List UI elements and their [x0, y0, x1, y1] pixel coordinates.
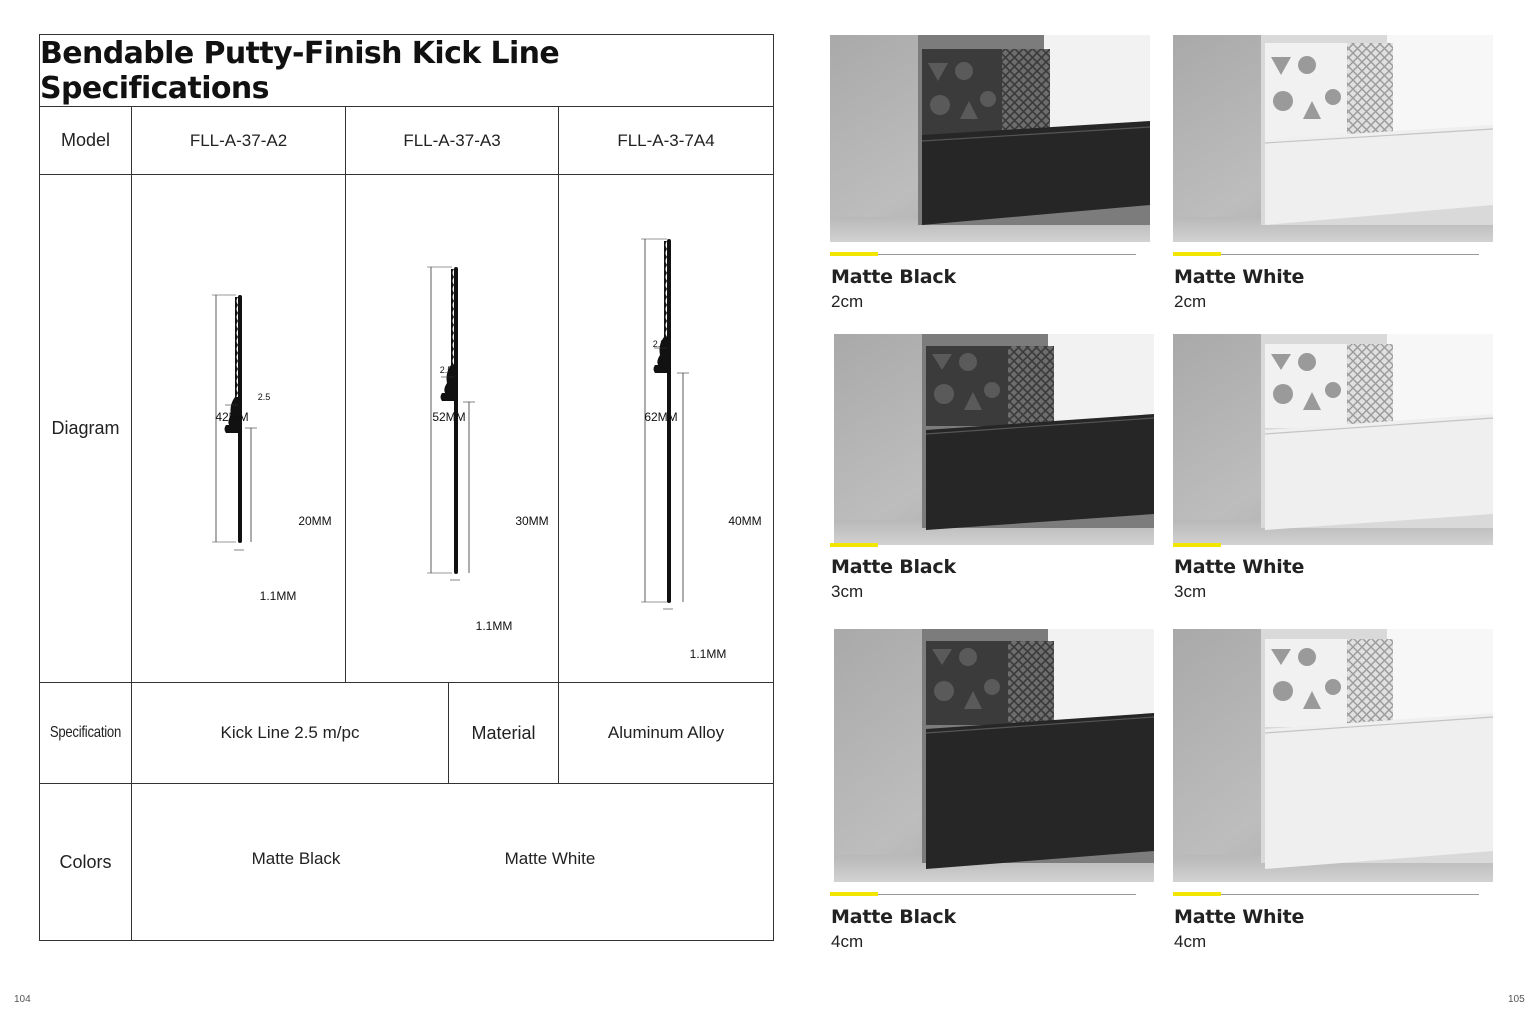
- product-photo-white-4cm: [1173, 629, 1493, 882]
- diagram-2-total: 52MM: [432, 410, 466, 424]
- swatch-color-5: Matte Black: [831, 906, 956, 928]
- spec-table: [39, 34, 774, 941]
- swatch-size-2: 2cm: [1174, 292, 1207, 311]
- swatch-color-4: Matte White: [1174, 556, 1305, 578]
- product-photo-black-2cm: [830, 35, 1150, 242]
- row-divider-spec: [40, 783, 773, 784]
- page-number-right: 105: [1508, 994, 1525, 1005]
- colors-label: Colors: [59, 851, 112, 872]
- swatch-size-1: 2cm: [831, 292, 864, 311]
- page-number-left: 104: [14, 994, 31, 1005]
- model-name-3: FLL-A-3-7A4: [617, 130, 715, 150]
- specification-value: Kick Line 2.5 m/pc: [220, 723, 360, 742]
- accent-bar-3: [830, 543, 878, 547]
- swatch-size-5: 4cm: [831, 932, 864, 951]
- diagram-2-thickness: 1.1MM: [475, 619, 513, 633]
- material-value: Aluminum Alloy: [607, 723, 725, 742]
- swatch-color-3: Matte Black: [831, 556, 956, 578]
- diagram-1-lower: 20MM: [298, 514, 332, 528]
- swatch-size-6: 4cm: [1174, 932, 1207, 951]
- accent-bar-6: [1173, 892, 1221, 896]
- diagram-1-thickness: 1.1MM: [259, 589, 297, 603]
- diagram-2-offset: 2.5: [439, 365, 453, 375]
- accent-bar-2: [1173, 252, 1221, 256]
- diagram-1-offset: 2.5: [257, 392, 271, 402]
- product-photo-white-3cm: [1173, 334, 1493, 545]
- material-label: Material: [471, 722, 536, 743]
- model-name-1: FLL-A-37-A2: [189, 130, 288, 150]
- accent-bar-5: [830, 892, 878, 896]
- product-photo-black-4cm: [834, 629, 1154, 882]
- diagram-label: Diagram: [51, 418, 120, 438]
- product-photo-white-2cm: [1173, 35, 1493, 242]
- swatch-size-4: 3cm: [1174, 582, 1207, 601]
- swatch-color-6: Matte White: [1174, 906, 1305, 928]
- diagram-3-lower: 40MM: [728, 514, 762, 528]
- swatch-color-2: Matte White: [1174, 266, 1305, 288]
- title-cell: [40, 35, 773, 107]
- profile-diagram-1: [132, 175, 345, 682]
- profile-diagram-2: [346, 175, 558, 682]
- specification-label: Specification: [49, 724, 122, 741]
- diagram-3-thickness: 1.1MM: [689, 647, 727, 661]
- swatch-color-1: Matte Black: [831, 266, 956, 288]
- color-option-black: Matte Black: [251, 849, 341, 868]
- accent-bar-4: [1173, 543, 1221, 547]
- accent-bar-1: [830, 252, 878, 256]
- product-photo-black-3cm: [834, 334, 1154, 545]
- diagram-1-total: 42MM: [215, 410, 249, 424]
- model-name-2: FLL-A-37-A3: [403, 130, 501, 150]
- diagram-3-total: 62MM: [644, 410, 678, 424]
- diagram-2-lower: 30MM: [515, 514, 549, 528]
- specification-label-cell: [40, 683, 131, 783]
- page-title: Bendable Putty-Finish Kick Line Specifications: [40, 35, 560, 106]
- color-option-white: Matte White: [504, 849, 596, 868]
- swatch-size-3: 3cm: [831, 582, 864, 601]
- model-label: Model: [60, 130, 111, 150]
- profile-diagram-3: [559, 175, 773, 682]
- diagram-3-offset: 2.5: [652, 339, 666, 349]
